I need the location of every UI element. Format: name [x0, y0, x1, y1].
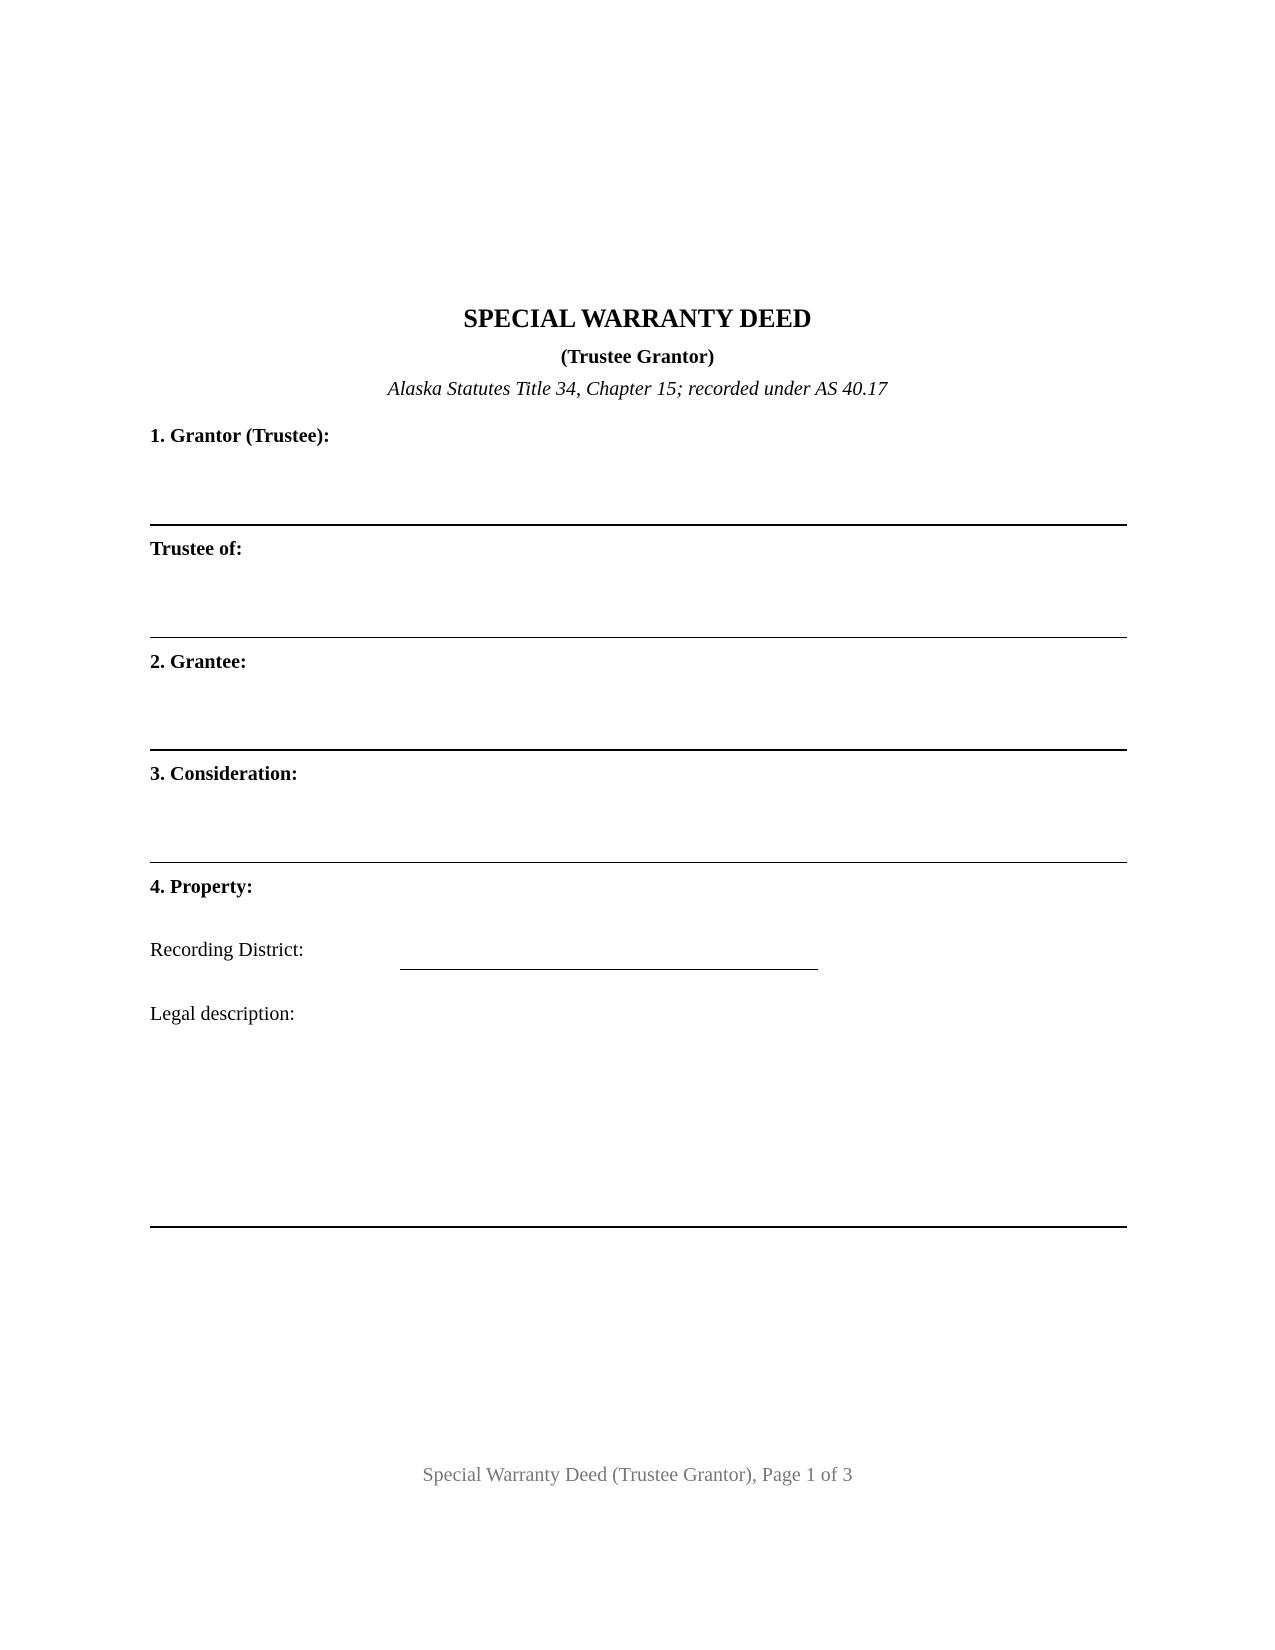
- trustee-of-fill-line[interactable]: [150, 637, 1127, 638]
- grantee-label: 2. Grantee:: [150, 651, 247, 673]
- consideration-fill-line[interactable]: [150, 862, 1127, 863]
- legal-description-label: Legal description:: [150, 1003, 295, 1025]
- grantee-fill-line[interactable]: [150, 749, 1127, 751]
- document-subtitle: (Trustee Grantor): [560, 346, 715, 368]
- grantor-label: 1. Grantor (Trustee):: [150, 425, 330, 447]
- property-label: 4. Property:: [150, 876, 253, 898]
- grantor-fill-line[interactable]: [150, 524, 1127, 526]
- trustee-of-label: Trustee of:: [150, 538, 243, 560]
- consideration-label: 3. Consideration:: [150, 763, 298, 785]
- recording-district-fill-line[interactable]: [400, 969, 818, 970]
- statute-reference: Alaska Statutes Title 34, Chapter 15; recorded under AS 40.17: [387, 378, 888, 400]
- legal-description-fill-line[interactable]: [150, 1226, 1127, 1228]
- page-footer: Special Warranty Deed (Trustee Grantor), Page 1 of 3: [422, 1464, 853, 1486]
- recording-district-label: Recording District:: [150, 939, 304, 961]
- document-title: SPECIAL WARRANTY DEED: [463, 304, 812, 333]
